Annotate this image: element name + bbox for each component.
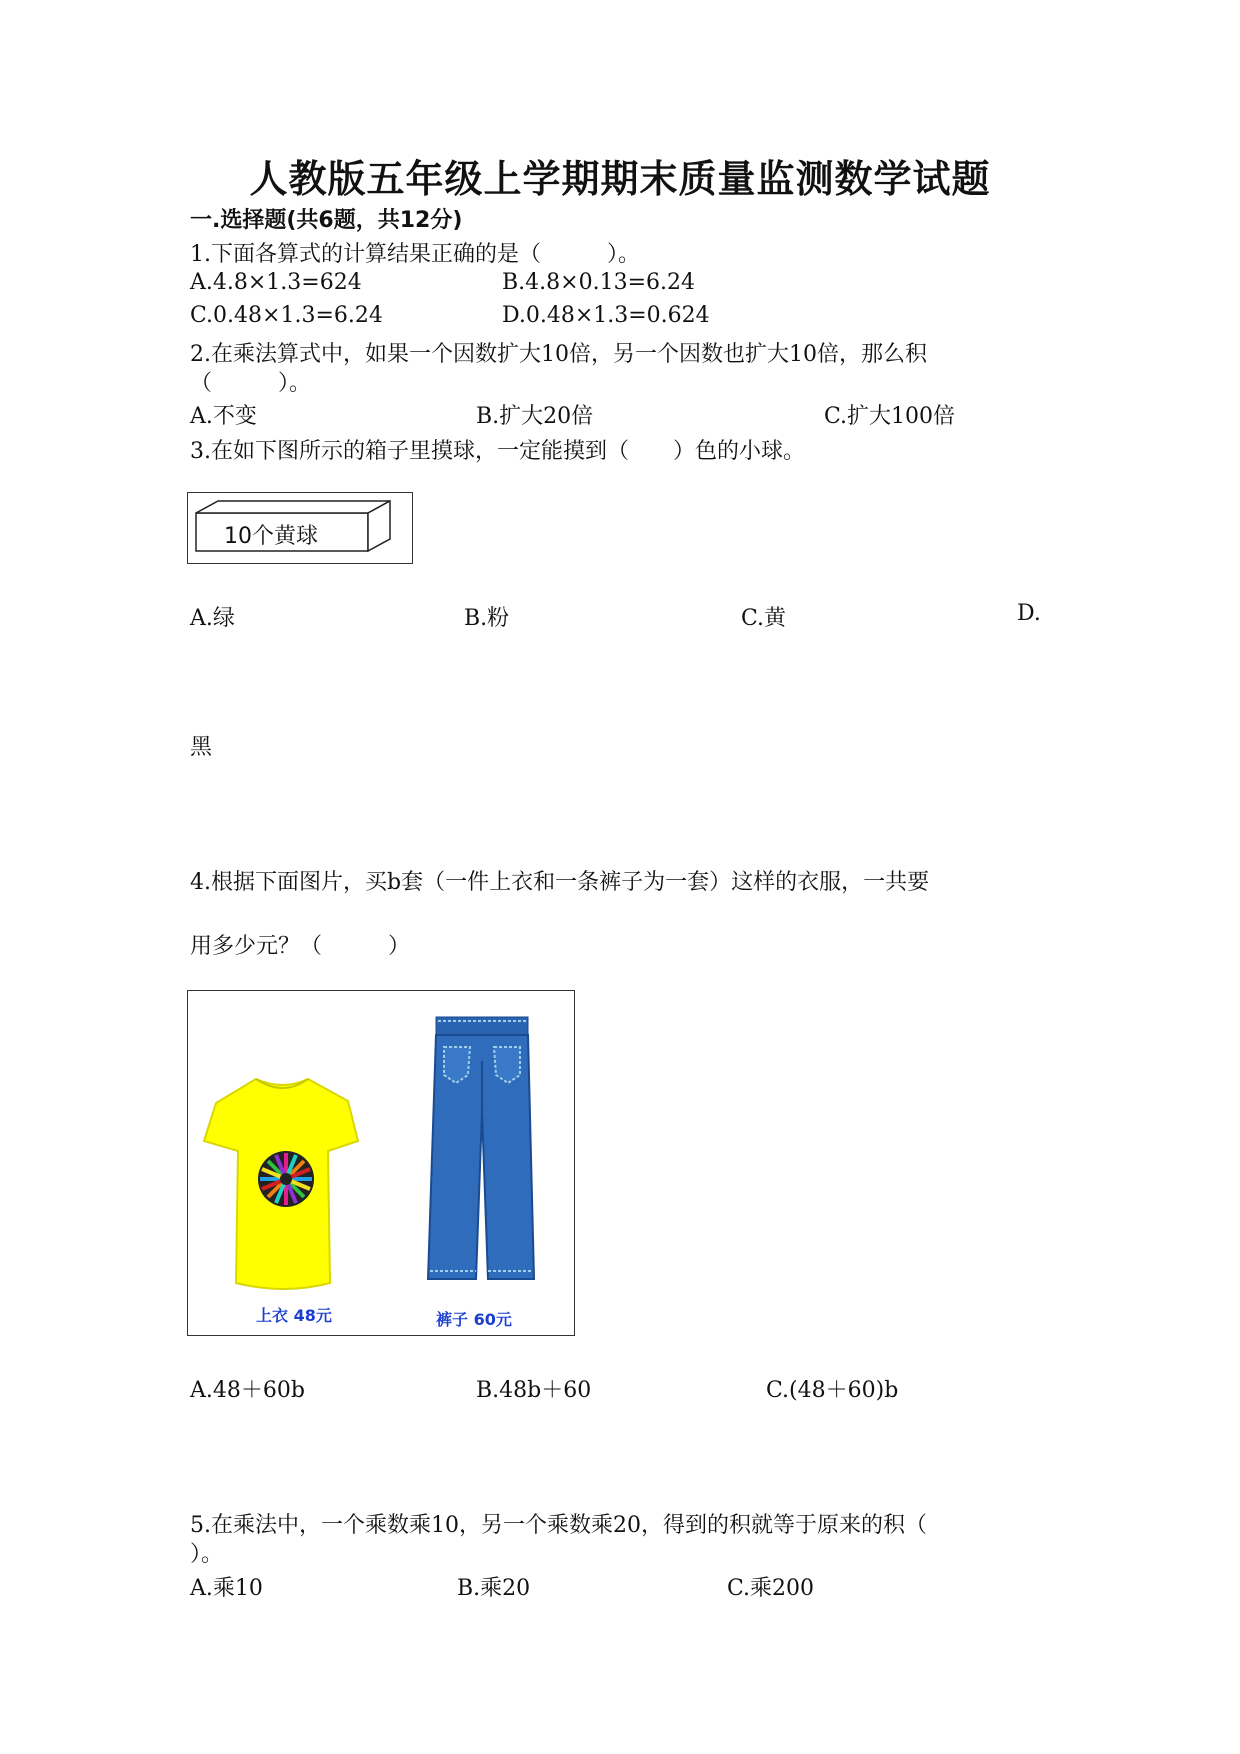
q1-option-c[interactable]: C.0.48×1.3=6.24 [190,303,383,328]
page-title: 人教版五年级上学期期末质量监测数学试题 [249,157,991,201]
question-2-line2: （ ）。 [190,371,312,396]
q3-option-a[interactable]: A.绿 [190,606,235,631]
pants-icon [428,1017,534,1279]
question-5-line2: ）。 [190,1542,224,1567]
question-2: 2.在乘法算式中，如果一个因数扩大10倍，另一个因数也扩大10倍，那么积 [190,342,927,367]
q3-option-c[interactable]: C.黄 [741,606,787,631]
q5-option-b[interactable]: B.乘20 [457,1576,531,1601]
question-5: 5.在乘法中，一个乘数乘10，另一个乘数乘20，得到的积就等于原来的积（ [190,1513,927,1538]
q4-option-a[interactable]: A.48＋60b [190,1378,305,1403]
pants-price-label: 裤子 60元 [436,1310,512,1329]
q2-option-b[interactable]: B.扩大20倍 [476,404,594,429]
q5-option-c[interactable]: C.乘200 [727,1576,815,1601]
question-1: 1.下面各算式的计算结果正确的是（ ）。 [190,242,640,267]
q3-option-d-text: 黑 [190,735,213,760]
question-4-line2: 用多少元？（ ） [190,934,411,959]
q2-option-c[interactable]: C.扩大100倍 [824,404,956,429]
flower-pattern-icon [258,1151,314,1207]
box-label: 10个黄球 [224,524,318,549]
q1-option-d[interactable]: D.0.48×1.3=0.624 [502,303,710,328]
shirt-price-label: 上衣 48元 [256,1306,332,1325]
q4-option-c[interactable]: C.(48＋60)b [766,1378,899,1403]
q2-option-a[interactable]: A.不变 [190,404,257,429]
question-3: 3.在如下图所示的箱子里摸球，一定能摸到（ ）色的小球。 [190,439,805,464]
q1-option-b[interactable]: B.4.8×0.13=6.24 [502,270,695,295]
section-heading: 一.选择题(共6题，共12分) [190,208,463,233]
q1-option-a[interactable]: A.4.8×1.3=624 [190,270,362,295]
question-4: 4.根据下面图片，买b套（一件上衣和一条裤子为一套）这样的衣服，一共要 [190,870,930,895]
q3-option-d[interactable]: D. [1017,601,1041,626]
ball-box-figure [187,492,413,564]
q4-option-b[interactable]: B.48b＋60 [476,1378,592,1403]
clothing-drawing [188,991,574,1335]
q5-option-a[interactable]: A.乘10 [190,1576,263,1601]
clothing-picture [187,990,575,1336]
q3-option-b[interactable]: B.粉 [464,606,510,631]
